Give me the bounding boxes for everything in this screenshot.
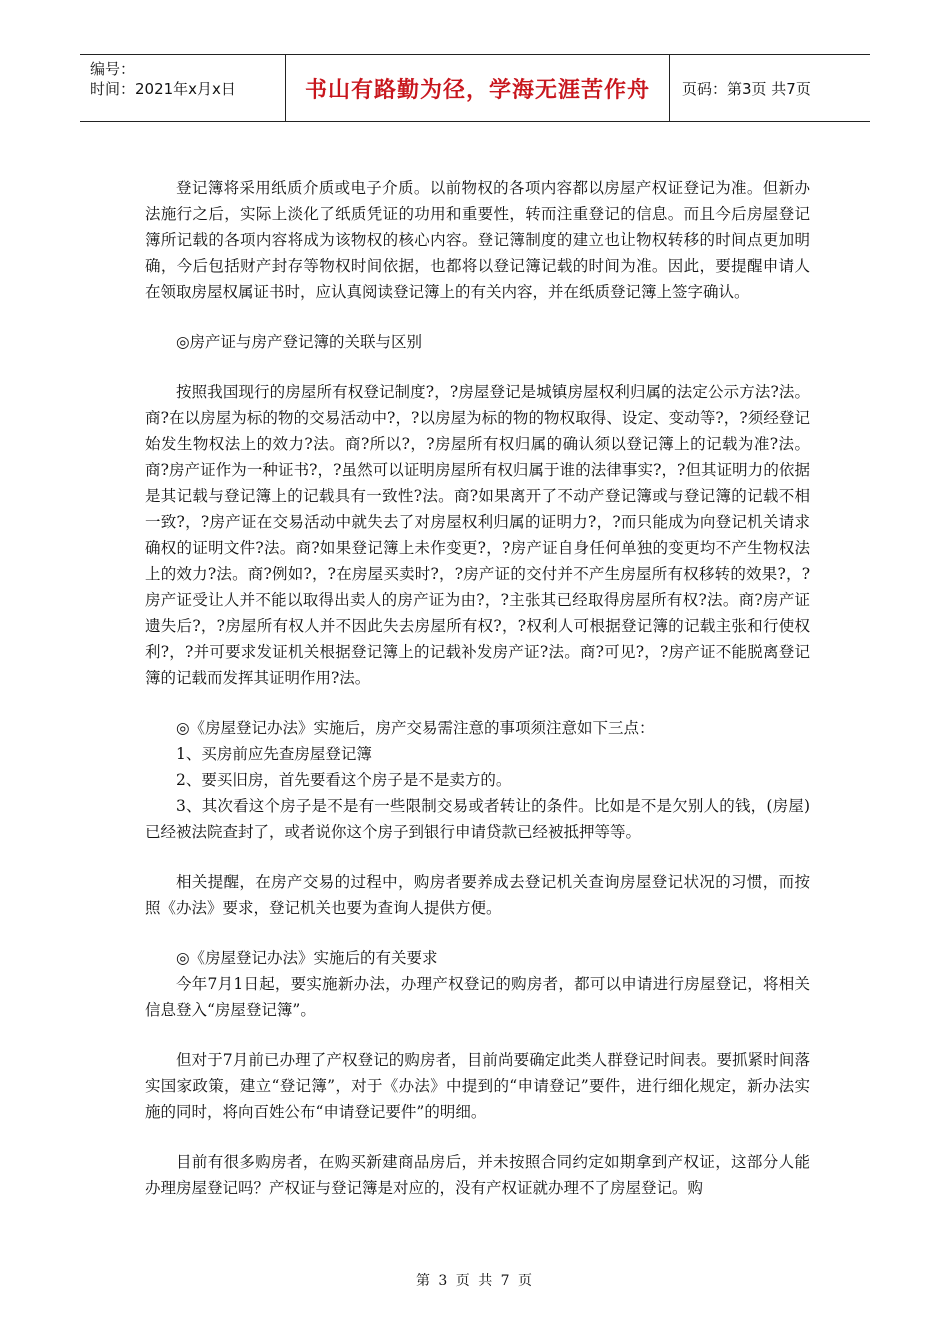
page-footer: 第 3 页 共 7 页 [415, 1273, 535, 1289]
section-heading: ◎《房屋登记办法》实施后的有关要求 [176, 949, 438, 967]
page-header [80, 54, 870, 122]
list-item: 1、买房前应先查房屋登记簿 [176, 745, 372, 763]
header-page-label: 页码：第3页 共7页 [682, 79, 811, 98]
paragraph: 但对于7月前已办理了产权登记的购房者，目前尚要确定此类人群登记时间表。要抓紧时间落实国家政策，建立“登记簿”，对于《办法》中提到的“申请登记”要件，进行细化规定，新办法实施的同时，将向百姓公布“申请登记要件”的明细。 [145, 1051, 810, 1121]
document-body [145, 175, 810, 1201]
section-heading: ◎房产证与房产登记簿的关联与区别 [176, 333, 423, 351]
paragraph: 今年7月1日起，要实施新办法，办理产权登记的购房者，都可以申请进行房屋登记，将相关信息登入“房屋登记簿”。 [145, 975, 810, 1019]
section-heading: ◎《房屋登记办法》实施后，房产交易需注意的事项须注意如下三点： [176, 719, 655, 737]
paragraph: 相关提醒，在房产交易的过程中，购房者要养成去登记机关查询房屋登记状况的习惯，而按照《办法》要求，登记机关也要为查询人提供方便。 [145, 873, 810, 917]
time-label: 时间：2021年x月x日 [90, 80, 236, 98]
number-label: 编号： [90, 60, 136, 78]
header-meta [80, 55, 285, 121]
paragraph: 按照我国现行的房屋所有权登记制度?，?房屋登记是城镇房屋权利归属的法定公示方法?法。商?在以房屋为标的物的交易活动中?，?以房屋为标的物的物权取得、设定、变动等?，?须经登记始发生物权法上的效力?法。商?所以?，?房屋所有权归属的确认须以登记簿上的记载为准?法。商?房产证作为一种证书?，?虽然可以证明房屋所有权归属于谁的法律事实?，?但其证明力的依据是其记载与登记簿上的记载具有一致性?法。商?如果离开了不动产登记簿或与登记簿的记载不相一致?，?房产证在交易活动中就失去了对房屋权利归属的证明力?，?而只能成为向登记机关请求确权的证明文件?法。商?如果登记簿上未作变更?，?房产证自身任何单独的变更均不产生物权法上的效力?法。商?例如?，?在房屋买卖时?，?房产证的交付并不产生房屋所有权移转的效果?，?房产证受让人并不能以取得出卖人的房产证为由?，?主张其已经取得房屋所有权?法。商?房产证遗失后?，?房屋所有权人并不因此失去房屋所有权?，?权利人可根据登记簿的记载主张和行使权利?，?并可要求发证机关根据登记簿上的记载补发房产证?法。商?可见?，?房产证不能脱离登记簿的记载而发挥其证明作用?法。 [145, 383, 810, 687]
paragraph: 目前有很多购房者，在购买新建商品房后，并未按照合同约定如期拿到产权证，这部分人能办理房屋登记吗？产权证与登记簿是对应的，没有产权证就办理不了房屋登记。购 [145, 1153, 810, 1197]
header-motto: 书山有路勤为径，学海无涯苦作舟 [285, 55, 670, 121]
list-item: 3、其次看这个房子是不是有一些限制交易或者转让的条件。比如是不是欠别人的钱，(房屋)已经被法院查封了，或者说你这个房子到银行申请贷款已经被抵押等等。 [145, 797, 810, 841]
list-item: 2、要买旧房，首先要看这个房子是不是卖方的。 [176, 771, 512, 789]
paragraph: 登记簿将采用纸质介质或电子介质。以前物权的各项内容都以房屋产权证登记为准。但新办法施行之后，实际上淡化了纸质凭证的功用和重要性，转而注重登记的信息。而且今后房屋登记簿所记载的各项内容将成为该物权的核心内容。登记簿制度的建立也让物权转移的时间点更加明确，今后包括财产封存等物权时间依据，也都将以登记簿记载的时间为准。因此，要提醒申请人在领取房屋权属证书时，应认真阅读登记簿上的有关内容，并在纸质登记簿上签字确认。 [145, 179, 810, 301]
